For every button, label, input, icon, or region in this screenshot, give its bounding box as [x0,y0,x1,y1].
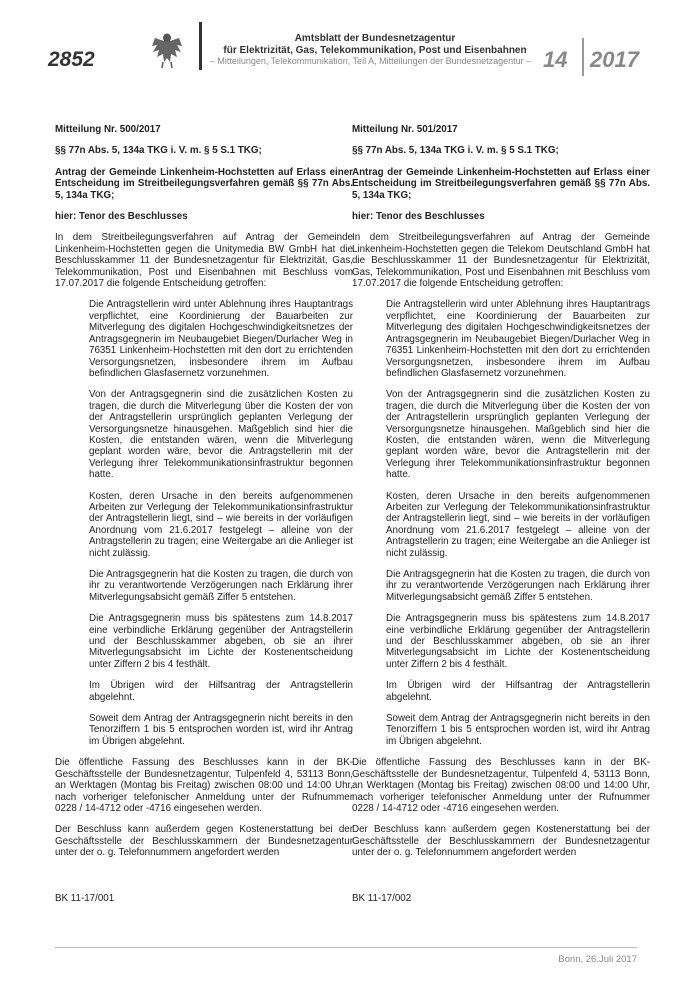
announcement-subject: Antrag der Gemeinde Linkenheim-Hochstetten auf Erlass einer Entscheidung im Streitbeilegungsverfahren gemäß §§ 77n Abs. 5, 134a TKG; [55,166,353,201]
legal-basis: §§ 77n Abs. 5, 134a TKG i. V. m. § 5 S.1 TKG; [352,145,559,157]
tenor-item: Die Antragsgegnerin muss bis spätestens zum 14.8.2017 eine verbindliche Erklärung gegenüber der Antragstellerin und der Beschlusskammer abgeben, ob sie an ihrer Mitverlegungsabsicht im Lichte der Kostenentscheidung unter Ziffern 2 bis 4 festhält. [89,613,353,670]
closing-paragraph: Die öffentliche Fassung des Beschlusses kann in der BK-Geschäftsstelle der Bundesnetzagentur, Tulpenfeld 4, 53113 Bonn, an Werktagen (Montag bis Freitag) zwischen 08:00 und 14:00 Uhr, nach vorheriger telefonischer Anmeldung unter der Rufnummer 0228 / 14-4712 oder -4716 eingesehen werden. [352,757,650,814]
tenor-item: Die Antragsgegnerin muss bis spätestens zum 14.8.2017 eine verbindliche Erklärung gegenüber der Antragstellerin und der Beschlusskammer abgeben, ob sie an ihrer Mitverlegungsabsicht im Lichte der Kostenentscheidung unter Ziffern 2 bis 4 festhält. [386,613,650,670]
closing-paragraph: Die öffentliche Fassung des Beschlusses kann in der BK-Geschäftsstelle der Bundesnetzagentur, Tulpenfeld 4, 53113 Bonn, an Werktagen (Montag bis Freitag) zwischen 08:00 und 14:00 Uhr, nach vorheriger telefonischer Anmeldung unter der Rufnummer 0228 / 14-4712 oder -4716 eingesehen werden. [55,757,353,814]
publication-subtitle: – Mitteilungen, Telekommunikation, Teil A, Mitteilungen der Bundesnetzagentur – [209,56,532,66]
tenor-item: Die Antragsgegnerin hat die Kosten zu tragen, die durch von ihr zu verantwortende Verzögerungen nach Erklärung ihrer Mitverlegungsabsicht gemäß Ziffer 5 entstehen. [386,569,650,603]
announcement-title: Mitteilung Nr. 501/2017 [352,124,458,135]
issue-year: 2017 [590,47,639,72]
case-reference: BK 11-17/001 [55,893,115,904]
publication-title-line1: Amtsblatt der Bundesnetzagentur [294,33,456,44]
announcement-column-1 [55,124,353,904]
announcement-title: Mitteilung Nr. 500/2017 [55,124,161,135]
tenor-item: Kosten, deren Ursache in den bereits aufgenommenen Arbeiten zur Verlegung der Telekommunikationsinfrastruktur der Antragstellerin liegt, sind – wie bereits in der vorläufigen Anordnung vom 21.6.2017 festgelegt – alleine von der Antragstellerin zu tragen; eine Weitergabe an die Anlieger ist nicht zulässig. [386,490,650,559]
issue-number: 14 [543,47,568,72]
footer-date: Bonn, 26.Juli 2017 [558,954,637,965]
legal-basis: §§ 77n Abs. 5, 134a TKG i. V. m. § 5 S.1 TKG; [55,145,262,157]
tenor-item: Die Antragstellerin wird unter Ablehnung ihres Hauptantrags verpflichtet, eine Koordinierung der Bauarbeiten zur Mitverlegung des digitalen Hochgeschwindigkeitsnetzes der Antragsgegnerin im Neubaugebiet Biegen/Durlacher Weg in 76351 Linkenheim-Hochstetten mit den dort zu errichtenden Versorgungsnetzen, insbesondere ihrem im Aufbau befindlichen Glasfasernetz vorzunehmen. [89,299,353,379]
tenor-item: Im Übrigen wird der Hilfsantrag der Antragstellerin abgelehnt. [89,680,353,703]
tenor-item: Soweit dem Antrag der Antragsgegnerin nicht bereits in den Tenorziffern 1 bis 5 entsprochen worden ist, wird ihr Antrag im Übrigen abgelehnt. [386,713,650,747]
publication-title [210,33,540,57]
announcement-hier: hier: Tenor des Beschlusses [352,211,485,223]
case-reference: BK 11-17/002 [352,893,412,904]
tenor-item: Im Übrigen wird der Hilfsantrag der Antragstellerin abgelehnt. [386,680,650,703]
tenor-item: Die Antragstellerin wird unter Ablehnung ihres Hauptantrags verpflichtet, eine Koordinierung der Bauarbeiten zur Mitverlegung des digitalen Hochgeschwindigkeitsnetzes der Antragsgegnerin im Neubaugebiet Biegen/Durlacher Weg in 76351 Linkenheim-Hochstetten mit den dort zu errichtenden Versorgungsnetzen, insbesondere ihrem im Aufbau befindlichen Glasfasernetz vorzunehmen. [386,299,650,379]
announcement-subject: Antrag der Gemeinde Linkenheim-Hochstetten auf Erlass einer Entscheidung im Streitbeilegungsverfahren gemäß §§ 77n Abs. 5, 134a TKG; [352,166,650,201]
announcement-hier: hier: Tenor des Beschlusses [55,211,188,223]
issue-divider [582,38,584,76]
announcement-column-2 [352,124,650,904]
intro-paragraph: In dem Streitbeilegungsverfahren auf Antrag der Gemeinde Linkenheim-Hochstetten gegen die Telekom Deutschland GmbH hat die Beschlusskammer 11 der Bundesnetzagentur für Elektrizität, Gas, Telekommunikation, Post und Eisenbahnen mit Beschluss vom 17.07.2017 die folgende Entscheidung getroffen: [352,232,650,290]
closing-paragraph: Der Beschluss kann außerdem gegen Kostenerstattung bei der Geschäftsstelle der Beschlusskammern der Bundesnetzagentur unter der o. g. Telefonnummern angefordert werden [352,824,650,859]
footer-divider [55,947,637,948]
federal-eagle-icon [150,30,184,70]
tenor-item: Soweit dem Antrag der Antragsgegnerin nicht bereits in den Tenorziffern 1 bis 5 entsprochen worden ist, wird ihr Antrag im Übrigen abgelehnt. [89,713,353,747]
intro-paragraph: In dem Streitbeilegungsverfahren auf Antrag der Gemeinde Linkenheim-Hochstetten gegen die Unitymedia BW GmbH hat die Beschlusskammer 11 der Bundesnetzagentur für Elektrizität, Gas, Telekommunikation, Post und Eisenbahnen mit Beschluss vom 17.07.2017 die folgende Entscheidung getroffen: [55,232,353,290]
closing-paragraph: Der Beschluss kann außerdem gegen Kostenerstattung bei der Geschäftsstelle der Beschlusskammern der Bundesnetzagentur unter der o. g. Telefonnummern angefordert werden [55,824,353,859]
page-number: 2852 [48,48,95,71]
tenor-item: Von der Antragsgegnerin sind die zusätzlichen Kosten zu tragen, die durch die Mitverlegung über die Kosten der von der Antragstellerin ursprünglich geplanten Verlegung der Versorgungsnetze hinausgehen. Maßgeblich sind hier die Kosten, die entstanden wären, wenn die Mitverlegung geplant worden wäre, bevor die Antragstellerin mit der Verlegung ihrer Telekommunikationsinfrastruktur begonnen hatte. [386,389,650,481]
publication-title-line2: für Elektrizität, Gas, Telekommunikation, Post und Eisenbahnen [223,45,527,56]
tenor-item: Die Antragsgegnerin hat die Kosten zu tragen, die durch von ihr zu verantwortende Verzögerungen nach Erklärung ihrer Mitverlegungsabsicht gemäß Ziffer 5 entstehen. [89,569,353,603]
tenor-item: Von der Antragsgegnerin sind die zusätzlichen Kosten zu tragen, die durch die Mitverlegung über die Kosten der von der Antragstellerin ursprünglich geplanten Verlegung der Versorgungsnetze hinausgehen. Maßgeblich sind hier die Kosten, die entstanden wären, wenn die Mitverlegung geplant worden wäre, bevor die Antragstellerin mit der Verlegung ihrer Telekommunikationsinfrastruktur begonnen hatte. [89,389,353,481]
tenor-item: Kosten, deren Ursache in den bereits aufgenommenen Arbeiten zur Verlegung der Telekommunikationsinfrastruktur der Antragstellerin liegt, sind – wie bereits in der vorläufigen Anordnung vom 21.6.2017 festgelegt – alleine von der Antragstellerin zu tragen; eine Weitergabe an die Anlieger ist nicht zulässig. [89,490,353,559]
